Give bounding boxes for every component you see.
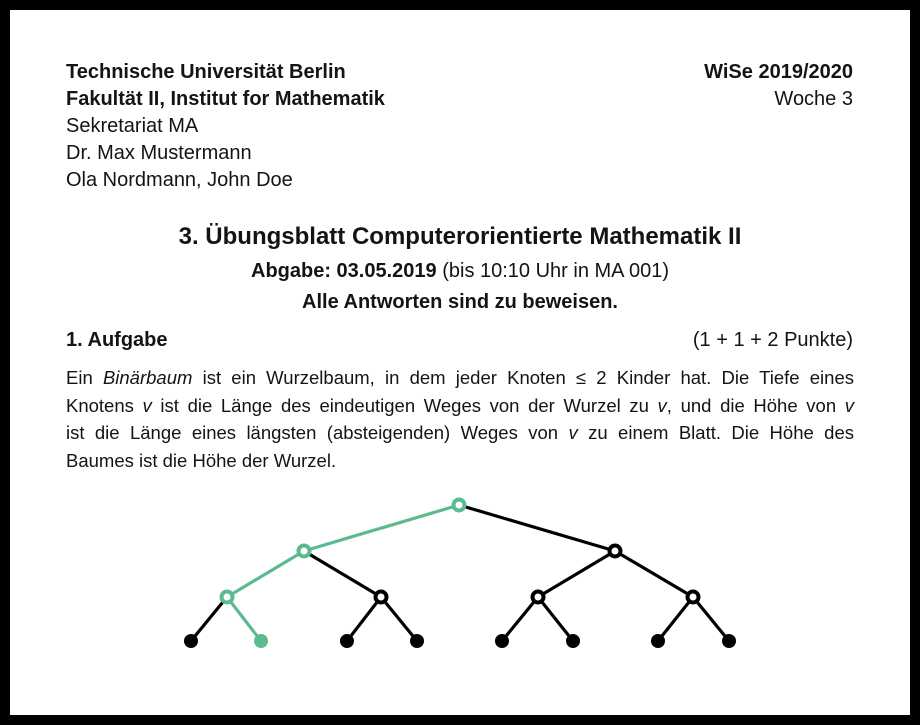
tree-edge [693, 597, 729, 641]
tree-leaf-node [651, 634, 665, 648]
tree-edge [347, 597, 381, 641]
tree-edge [381, 597, 417, 641]
italic-term: v [142, 394, 152, 416]
tree-inner-node-highlighted [299, 546, 310, 557]
header-line: WiSe 2019/2020 [704, 61, 853, 83]
notice-line: Alle Antworten sind zu beweisen. [302, 291, 618, 313]
italic-term: v [844, 394, 854, 416]
text-segment: ist ein Wurzelbaum, in dem jeder Knoten ≤ 2 Kinder hat. Die Tiefe eines [192, 367, 854, 388]
header-left-block [66, 59, 385, 194]
paragraph-line [66, 447, 854, 475]
tree-edge [658, 597, 693, 641]
header-line: Sekretariat MA [66, 115, 199, 137]
tree-edge [304, 551, 381, 597]
text-segment: Ein [66, 367, 103, 388]
deadline-detail: (bis 10:10 Uhr in MA 001) [436, 260, 669, 282]
tree-inner-node-highlighted [222, 592, 233, 603]
paragraph-line [66, 392, 854, 420]
tree-edge-highlighted [227, 551, 304, 597]
tree-edge-highlighted [304, 505, 459, 551]
tree-edge-highlighted [227, 597, 261, 641]
text-segment: ist die Länge des eindeutigen Weges von der Wurzel zu [151, 394, 658, 416]
tree-edge [191, 597, 227, 641]
exercise-name: 1. Aufgabe [66, 329, 168, 351]
tree-edge [502, 597, 538, 641]
tree-leaf-node [340, 634, 354, 648]
tree-inner-node [376, 592, 387, 603]
text-segment: ist die Länge eines längsten (absteigenden) Weges von [66, 422, 569, 443]
deadline-date: Abgabe: 03.05.2019 [251, 260, 437, 282]
deadline-line [10, 258, 910, 284]
tree-inner-node-highlighted [454, 500, 465, 511]
tree-edge [538, 551, 615, 597]
exercise-points: (1 + 1 + 2 Punkte) [692, 329, 853, 351]
header-line: Woche 3 [774, 88, 853, 110]
italic-term: v [568, 422, 578, 443]
text-segment: Knotens [66, 394, 143, 416]
tree-leaf-node [495, 634, 509, 648]
tree-leaf-node [410, 634, 424, 648]
tree-inner-node [533, 592, 544, 603]
paragraph-line [66, 419, 854, 447]
tree-edge [459, 505, 615, 551]
text-segment: , und die Höhe von [666, 394, 845, 416]
italic-term: Binärbaum [102, 367, 193, 388]
sheet-title: 3. Übungsblatt Computerorientierte Mathematik II [178, 223, 742, 250]
paragraph-line [66, 364, 854, 392]
exercise-paragraph [66, 364, 854, 474]
header-line: Ola Nordmann, John Doe [66, 169, 293, 191]
tree-inner-node [688, 592, 699, 603]
tree-edge [538, 597, 573, 641]
header-right-block [704, 59, 853, 113]
tree-inner-node [610, 546, 621, 557]
tree-leaf-node [722, 634, 736, 648]
header-line: Technische Universität Berlin [66, 61, 346, 83]
header-line: Dr. Max Mustermann [66, 142, 252, 164]
tree-leaf-node [566, 634, 580, 648]
tree-edge [615, 551, 693, 597]
page-content-area [10, 10, 910, 715]
tree-leaf-node [184, 634, 198, 648]
italic-term: v [657, 394, 667, 416]
header-line: Fakultät II, Institut for Mathematik [66, 88, 385, 110]
binary-tree-diagram [10, 490, 910, 675]
text-segment: zu einem Blatt. Die Höhe des [577, 422, 854, 443]
text-segment: Baumes ist die Höhe der Wurzel. [66, 449, 337, 471]
tree-leaf-node-highlighted [254, 634, 268, 648]
exercise-row [66, 327, 853, 354]
